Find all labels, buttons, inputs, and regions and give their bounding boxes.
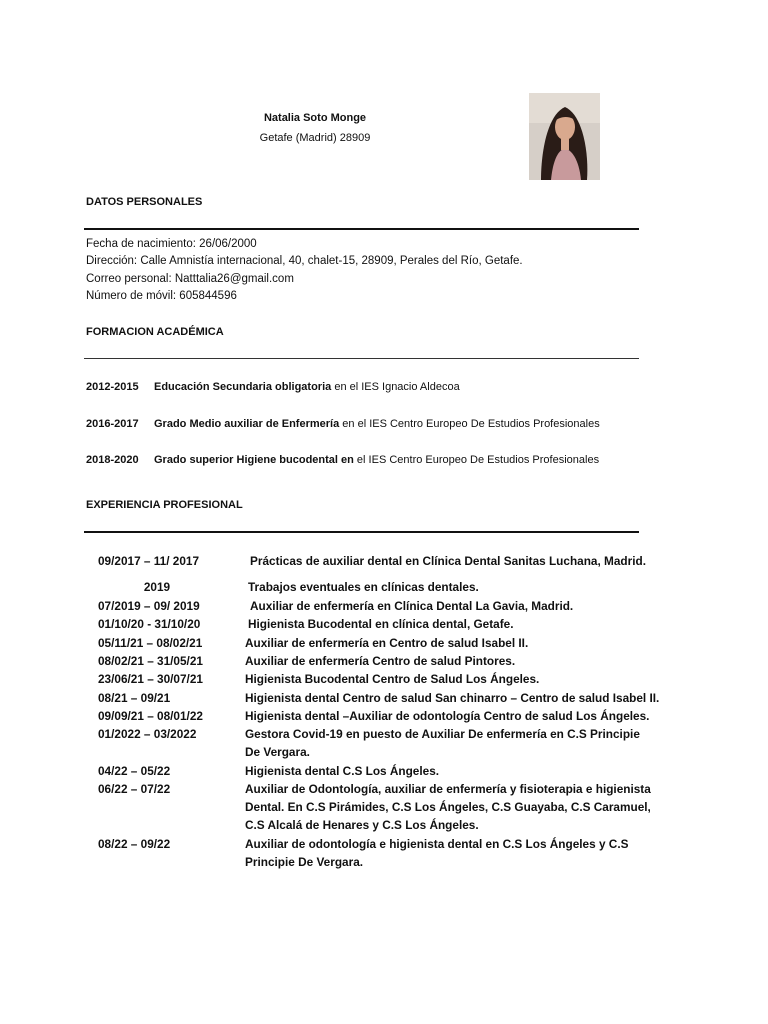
experience-description: Auxiliar de enfermería en Centro de salud Isabel II. (245, 636, 529, 650)
portrait-image (529, 93, 600, 180)
experience-description: Higienista Bucodental en clínica dental, Getafe. (248, 617, 514, 631)
experience-description: Higienista dental C.S Los Ángeles. (245, 764, 440, 778)
experience-description: Principie De Vergara. (245, 855, 364, 869)
experience-period: 04/22 – 05/22 (98, 764, 171, 778)
experience-description: Gestora Covid-19 en puesto de Auxiliar De enfermería en C.S Principie (245, 727, 640, 741)
education-years: 2018-2020 (86, 454, 139, 466)
experience-period: 06/22 – 07/22 (98, 782, 171, 796)
address: Dirección: Calle Amnistía internacional, 40, chalet-15, 28909, Perales del Río, Getafe. (86, 255, 523, 268)
section-divider (84, 531, 639, 533)
experience-description: Auxiliar de enfermería en Clínica Dental La Gavia, Madrid. (250, 599, 574, 613)
experience-period: 23/06/21 – 30/07/21 (98, 672, 203, 686)
experience-description: Higienista dental –Auxiliar de odontología Centro de salud Los Ángeles. (245, 709, 650, 723)
experience-description: Higienista Bucodental Centro de Salud Los Ángeles. (245, 672, 540, 686)
education-item (86, 381, 460, 393)
section-title-experience: EXPERIENCIA PROFESIONAL (86, 499, 243, 511)
experience-description: Trabajos eventuales en clínicas dentales. (248, 580, 479, 594)
experience-description: Auxiliar de Odontología, auxiliar de enfermería y fisioterapia e higienista (245, 782, 651, 796)
experience-period: 2019 (143, 580, 171, 594)
experience-period: 07/2019 – 09/ 2019 (98, 599, 200, 613)
experience-description: Prácticas de auxiliar dental en Clínica Dental Sanitas Luchana, Madrid. (250, 554, 646, 568)
section-title-education: FORMACION ACADÉMICA (86, 326, 224, 338)
email: Correo personal: Natttalia26@gmail.com (86, 272, 294, 285)
experience-period: 09/2017 – 11/ 2017 (98, 554, 200, 568)
education-institution: en el IES Centro Europeo De Estudios Profesionales (339, 418, 600, 430)
experience-period: 05/11/21 – 08/02/21 (98, 636, 203, 650)
section-divider (84, 228, 639, 230)
experience-period: 01/2022 – 03/2022 (98, 727, 197, 741)
education-item (86, 454, 599, 466)
experience-period: 01/10/20 - 31/10/20 (98, 617, 201, 631)
education-institution: el IES Centro Europeo De Estudios Profesionales (353, 454, 600, 466)
birth-date: Fecha de nacimiento: 26/06/2000 (86, 238, 257, 250)
experience-period: 08/21 – 09/21 (98, 691, 171, 705)
experience-period: 08/22 – 09/22 (98, 837, 171, 851)
experience-description: Dental. En C.S Pirámides, C.S Los Ángeles, C.S Guayaba, C.S Caramuel, (245, 800, 651, 814)
experience-description: De Vergara. (245, 745, 310, 759)
education-title: Grado Medio auxiliar de Enfermería (154, 418, 340, 430)
experience-period: 09/09/21 – 08/01/22 (98, 709, 203, 723)
education-institution: en el IES Ignacio Aldecoa (331, 381, 460, 393)
education-title: Educación Secundaria obligatoria (154, 381, 332, 393)
experience-description: Higienista dental Centro de salud San chinarro – Centro de salud Isabel II. (245, 691, 660, 705)
candidate-name: Natalia Soto Monge (263, 112, 367, 124)
experience-description: C.S Alcalá de Henares y C.S Los Ángeles. (245, 818, 479, 832)
phone-number: Número de móvil: 605844596 (86, 289, 237, 302)
experience-description: Auxiliar de enfermería Centro de salud Pintores. (245, 654, 516, 668)
section-title-personal: DATOS PERSONALES (86, 196, 203, 208)
section-divider (84, 358, 639, 359)
education-item (86, 418, 600, 430)
experience-description: Auxiliar de odontología e higienista dental en C.S Los Ángeles y C.S (245, 837, 629, 851)
experience-period: 08/02/21 – 31/05/21 (98, 654, 203, 668)
education-years: 2012-2015 (86, 381, 139, 393)
personal-info (86, 236, 523, 305)
candidate-location: Getafe (Madrid) 28909 (259, 132, 371, 144)
education-years: 2016-2017 (86, 418, 139, 430)
profile-photo (529, 93, 600, 180)
education-title: Grado superior Higiene bucodental en (154, 454, 354, 466)
